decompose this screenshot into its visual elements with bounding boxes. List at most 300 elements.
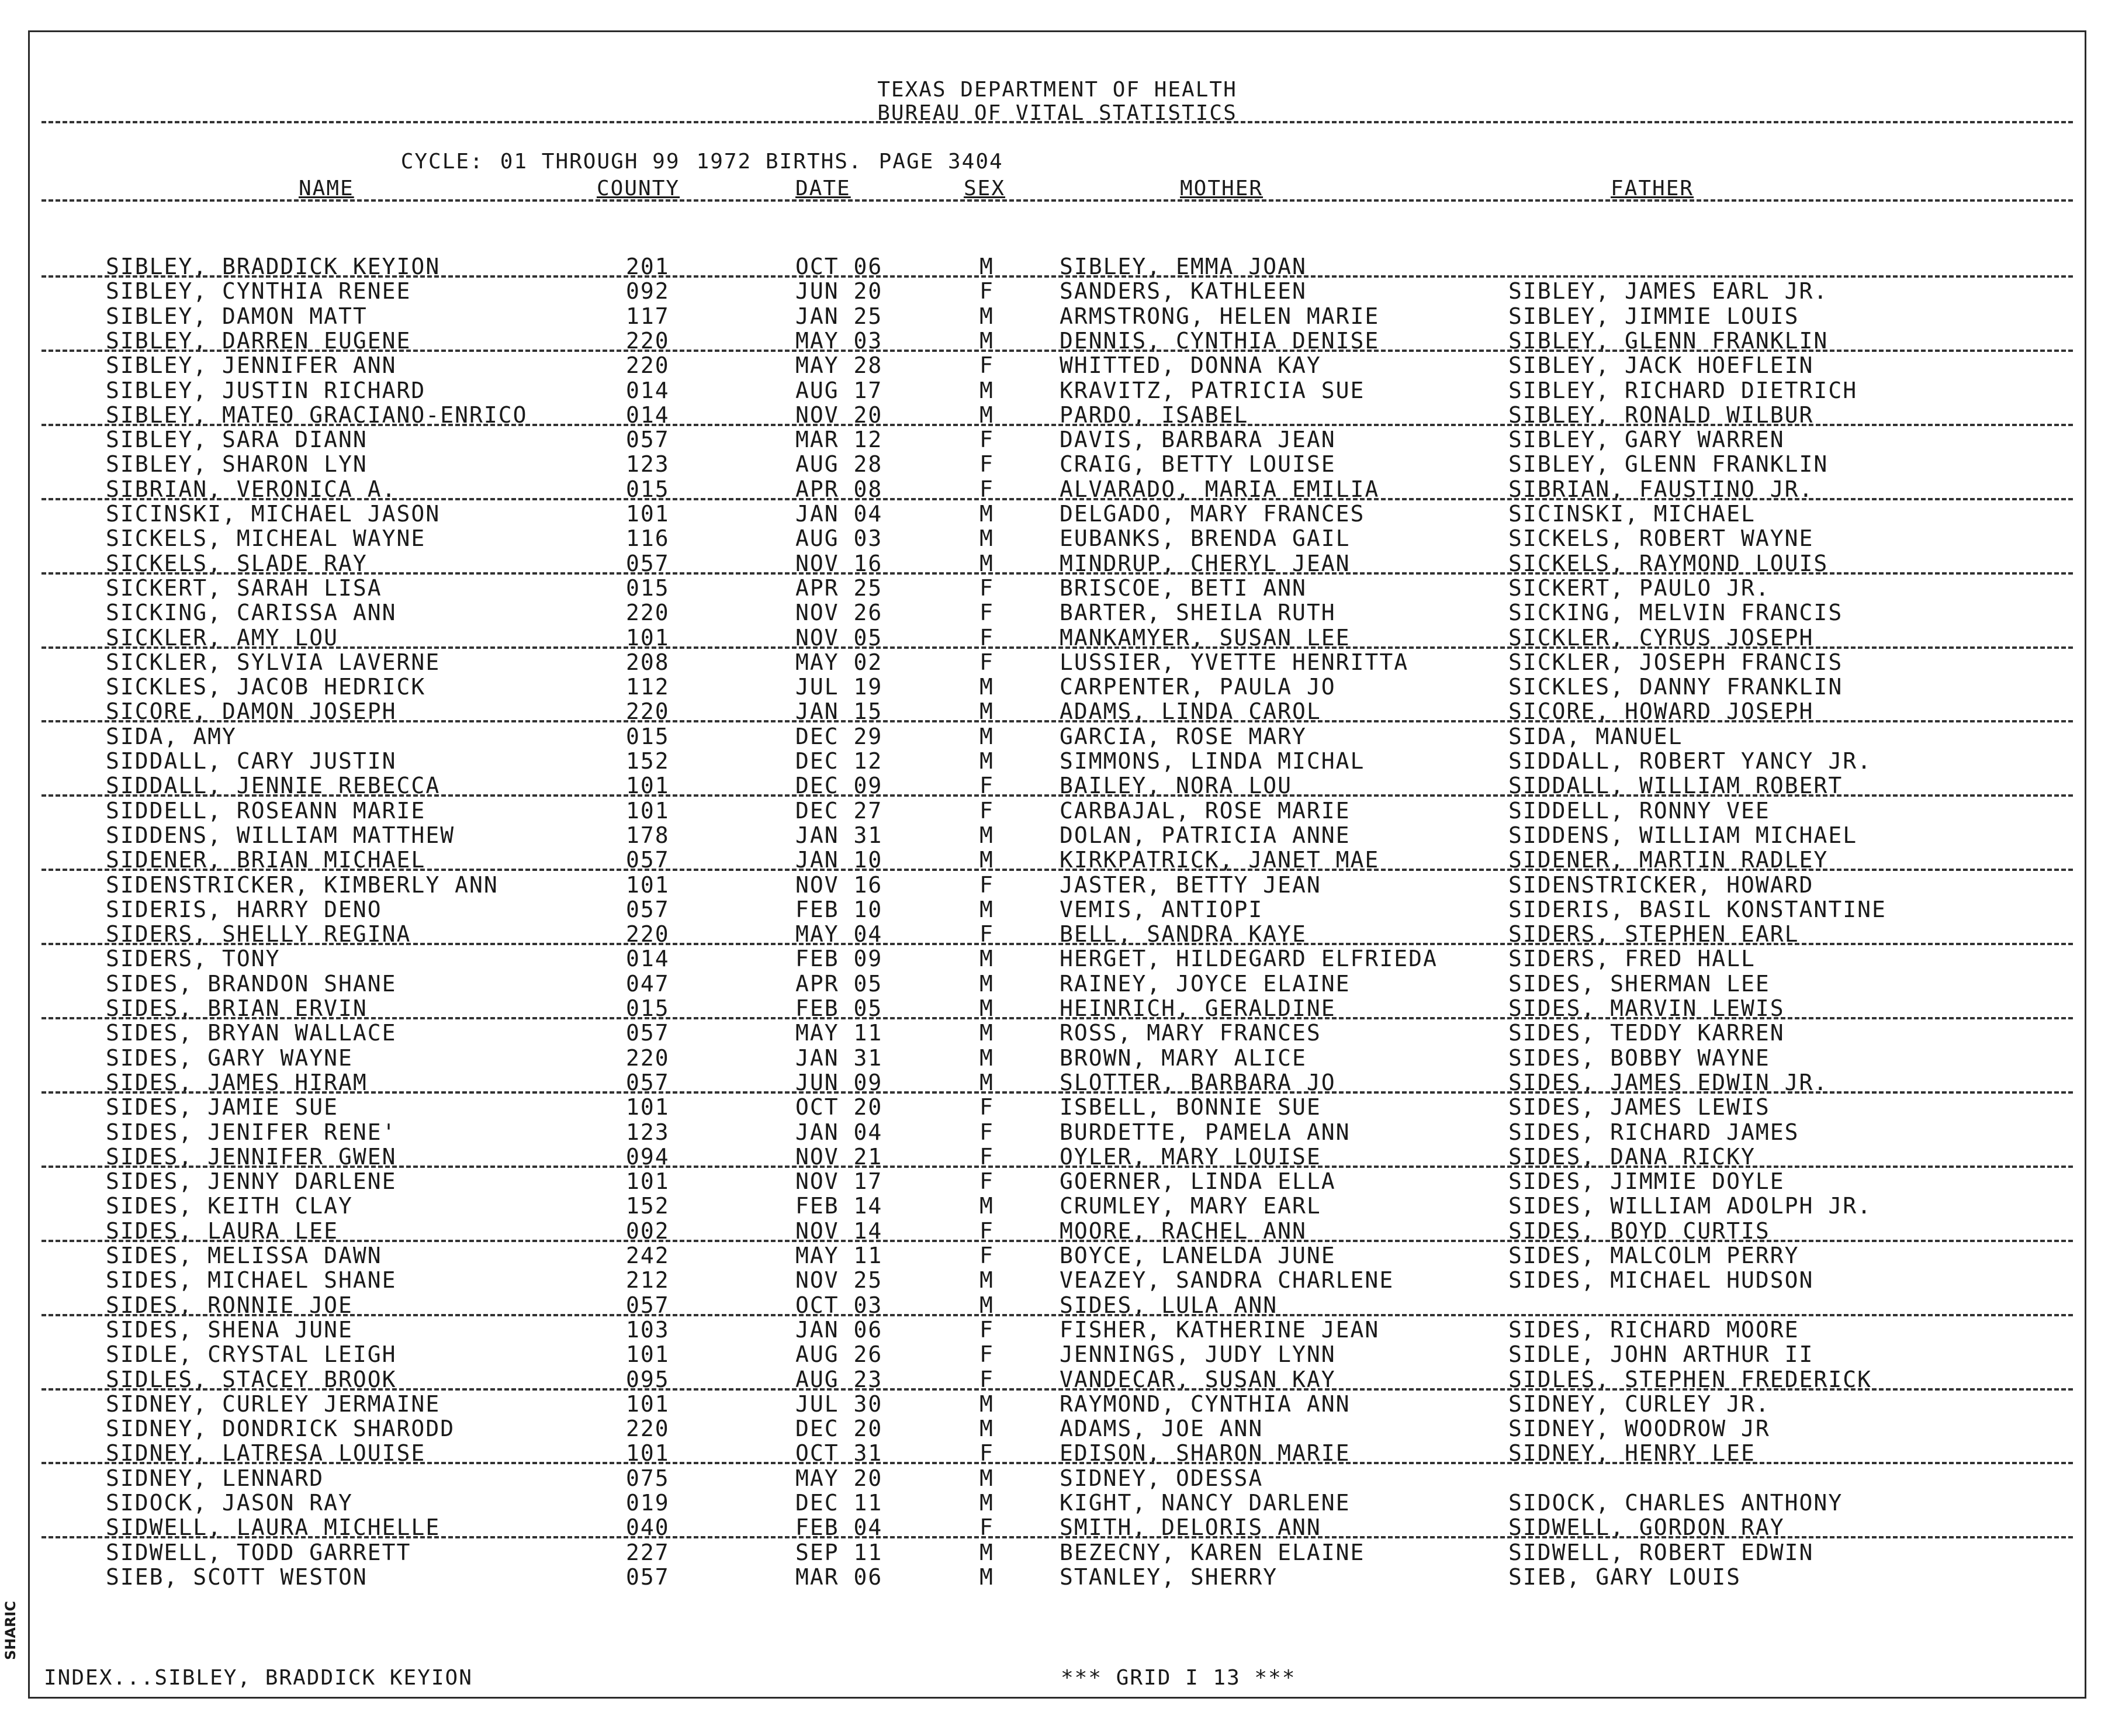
cell-county: 040 — [626, 1514, 670, 1541]
cell-county: 208 — [626, 649, 670, 675]
cell-date: MAY 11 — [795, 1243, 883, 1268]
cell-sex: M — [979, 1391, 994, 1417]
cell-county: 178 — [626, 822, 670, 848]
cell-father: SIDDALL, ROBERT YANCY JR. — [1508, 748, 1872, 774]
cell-date: JAN 04 — [795, 1119, 883, 1145]
cell-father: SIBRIAN, FAUSTINO JR. — [1508, 476, 1814, 502]
cell-name: SIDERIS, HARRY DENO — [106, 896, 382, 922]
cell-county: 057 — [626, 847, 670, 873]
cell-county: 220 — [626, 921, 670, 947]
cell-county: 152 — [626, 748, 670, 774]
table-row — [30, 304, 2085, 328]
table-row — [30, 1046, 2085, 1070]
divider — [41, 121, 2073, 123]
cell-sex: M — [979, 550, 994, 576]
row-divider — [41, 646, 2073, 649]
cell-mother: BURDETTE, PAMELA ANN — [1060, 1119, 1351, 1145]
cell-name: SIDNEY, CURLEY JERMAINE — [106, 1391, 441, 1417]
cell-sex: M — [979, 377, 994, 403]
cell-father: SIDES, JAMES EDWIN JR. — [1508, 1069, 1829, 1095]
row-divider — [41, 943, 2073, 945]
cell-mother: HEINRICH, GERALDINE — [1060, 995, 1336, 1021]
cell-sex: M — [979, 847, 994, 873]
cell-sex: M — [979, 254, 994, 279]
cell-sex: M — [979, 1564, 994, 1590]
cell-father: SIDES, BOBBY WAYNE — [1508, 1045, 1770, 1071]
cell-county: 116 — [626, 525, 670, 552]
cell-father: SIDENSTRICKER, HOWARD — [1508, 872, 1814, 898]
cell-date: APR 25 — [795, 575, 883, 601]
col-header-mother: MOTHER — [1180, 177, 1264, 200]
cell-name: SIDWELL, LAURA MICHELLE — [106, 1514, 441, 1541]
cell-mother: CARBAJAL, ROSE MARIE — [1060, 797, 1351, 824]
cell-mother: WHITTED, DONNA KAY — [1060, 352, 1321, 379]
cell-father: SICKLES, DANNY FRANKLIN — [1508, 674, 1843, 700]
cell-father: SIBLEY, RONALD WILBUR — [1508, 402, 1814, 428]
cell-mother: BAILEY, NORA LOU — [1060, 773, 1293, 799]
cell-name: SIDNEY, LENNARD — [106, 1465, 324, 1491]
cell-date: JUL 19 — [795, 674, 883, 700]
cell-father: SICINSKI, MICHAEL — [1508, 501, 1756, 527]
cell-name: SICKLER, AMY LOU — [106, 624, 339, 651]
cell-name: SIBLEY, SARA DIANN — [106, 427, 368, 453]
cell-mother: BEZECNY, KAREN ELAINE — [1060, 1539, 1365, 1565]
table-row — [30, 1416, 2085, 1441]
cell-name: SIDDALL, JENNIE REBECCA — [106, 773, 441, 799]
cell-county: 014 — [626, 402, 670, 428]
table-row — [30, 798, 2085, 823]
cell-name: SIDENER, BRIAN MICHAEL — [106, 847, 426, 873]
cell-name: SIDDALL, CARY JUSTIN — [106, 748, 397, 774]
cell-date: JAN 31 — [795, 1045, 883, 1071]
cell-name: SICKELS, MICHEAL WAYNE — [106, 525, 426, 552]
cell-county: 019 — [626, 1490, 670, 1516]
cell-father: SIDOCK, CHARLES ANTHONY — [1508, 1490, 1843, 1516]
cell-date: JAN 31 — [795, 822, 883, 848]
table-row — [30, 1169, 2085, 1194]
cell-sex: M — [979, 1490, 994, 1516]
cell-mother: ADAMS, JOE ANN — [1060, 1416, 1264, 1442]
cell-name: SIDES, JENNIFER GWEN — [106, 1143, 397, 1170]
cell-mother: VEAZEY, SANDRA CHARLENE — [1060, 1267, 1394, 1294]
divider — [41, 199, 2073, 202]
cell-name: SIDES, BRANDON SHANE — [106, 970, 397, 997]
cell-date: FEB 14 — [795, 1193, 883, 1219]
cell-county: 227 — [626, 1539, 670, 1565]
cell-name: SICKLES, JACOB HEDRICK — [106, 674, 426, 700]
cell-mother: JENNINGS, JUDY LYNN — [1060, 1341, 1336, 1368]
cell-father: SIDA, MANUEL — [1508, 723, 1683, 749]
table-row — [30, 1095, 2085, 1119]
cell-mother: BARTER, SHEILA RUTH — [1060, 600, 1336, 626]
cell-mother: KIRKPATRICK, JANET MAE — [1060, 847, 1380, 873]
table-row — [30, 1317, 2085, 1342]
table-row — [30, 1021, 2085, 1045]
cell-name: SIDENSTRICKER, KIMBERLY ANN — [106, 872, 499, 898]
cell-mother: SLOTTER, BARBARA JO — [1060, 1069, 1336, 1095]
cell-father: SICKELS, ROBERT WAYNE — [1508, 525, 1814, 552]
table-row — [30, 502, 2085, 526]
report-page — [28, 30, 2086, 1699]
cell-date: SEP 11 — [795, 1539, 883, 1565]
cell-sex: F — [979, 476, 994, 502]
cell-father: SIDES, MALCOLM PERRY — [1508, 1243, 1799, 1268]
cell-sex: M — [979, 723, 994, 749]
table-row — [30, 823, 2085, 848]
cell-sex: F — [979, 921, 994, 947]
cell-date: AUG 26 — [795, 1341, 883, 1368]
cell-father: SIDNEY, WOODROW JR — [1508, 1416, 1770, 1442]
cell-sex: M — [979, 1292, 994, 1318]
col-header-county: COUNTY — [597, 177, 680, 200]
cell-father: SIDES, MARVIN LEWIS — [1508, 995, 1785, 1021]
births-label: 1972 BIRTHS. — [696, 150, 863, 174]
table-row — [30, 724, 2085, 749]
cell-county: 075 — [626, 1465, 670, 1491]
cell-sex: M — [979, 525, 994, 552]
cell-name: SIDERS, TONY — [106, 946, 281, 972]
table-row — [30, 897, 2085, 922]
cell-date: MAY 11 — [795, 1020, 883, 1046]
row-divider — [41, 1314, 2073, 1316]
cell-father: SICKERT, PAULO JR. — [1508, 575, 1770, 601]
cell-name: SIBLEY, DAMON MATT — [106, 303, 368, 329]
cell-father: SIBLEY, JIMMIE LOUIS — [1508, 303, 1799, 329]
cell-name: SICINSKI, MICHAEL JASON — [106, 501, 441, 527]
cell-county: 220 — [626, 1045, 670, 1071]
cell-date: AUG 28 — [795, 451, 883, 478]
cell-name: SIDLES, STACEY BROOK — [106, 1366, 397, 1392]
cell-sex: M — [979, 1020, 994, 1046]
table-row — [30, 1540, 2085, 1565]
table-row — [30, 576, 2085, 600]
cell-father: SIDES, SHERMAN LEE — [1508, 970, 1770, 997]
cell-sex: M — [979, 1465, 994, 1491]
cell-mother: PARDO, ISABEL — [1060, 402, 1249, 428]
cell-father: SIDES, DANA RICKY — [1508, 1143, 1756, 1170]
table-row — [30, 1243, 2085, 1268]
cell-mother: ADAMS, LINDA CAROL — [1060, 698, 1321, 725]
cell-mother: GOERNER, LINDA ELLA — [1060, 1168, 1336, 1195]
table-row — [30, 452, 2085, 476]
row-divider — [41, 869, 2073, 871]
cell-date: AUG 17 — [795, 377, 883, 403]
table-row — [30, 378, 2085, 403]
cell-sex: M — [979, 303, 994, 329]
cell-mother: HERGET, HILDEGARD ELFRIEDA — [1060, 946, 1438, 972]
cell-name: SIDDELL, ROSEANN MARIE — [106, 797, 426, 824]
cell-county: 220 — [626, 698, 670, 725]
cell-county: 220 — [626, 327, 670, 354]
row-divider — [41, 1091, 2073, 1094]
cell-name: SIDES, RONNIE JOE — [106, 1292, 353, 1318]
cell-mother: ISBELL, BONNIE SUE — [1060, 1094, 1321, 1121]
col-header-sex: SEX — [964, 177, 1006, 200]
cell-father: SIBLEY, RICHARD DIETRICH — [1508, 377, 1858, 403]
cell-sex: M — [979, 1539, 994, 1565]
cell-mother: OYLER, MARY LOUISE — [1060, 1143, 1321, 1170]
cell-sex: F — [979, 427, 994, 453]
cell-date: FEB 10 — [795, 896, 883, 922]
cell-date: MAR 12 — [795, 427, 883, 453]
cell-date: NOV 26 — [795, 600, 883, 626]
cell-sex: M — [979, 970, 994, 997]
cell-mother: BELL, SANDRA KAYE — [1060, 921, 1307, 947]
cell-county: 117 — [626, 303, 670, 329]
cell-county: 047 — [626, 970, 670, 997]
cell-father: SIDWELL, GORDON RAY — [1508, 1514, 1785, 1541]
cell-county: 242 — [626, 1243, 670, 1268]
cell-name: SICKLER, SYLVIA LAVERNE — [106, 649, 441, 675]
cell-name: SIBLEY, CYNTHIA RENEE — [106, 278, 411, 305]
cell-name: SIBLEY, JENNIFER ANN — [106, 352, 397, 379]
cell-sex: F — [979, 872, 994, 898]
cell-father: SICKING, MELVIN FRANCIS — [1508, 600, 1843, 626]
cell-mother: EDISON, SHARON MARIE — [1060, 1440, 1351, 1467]
cell-name: SIDES, KEITH CLAY — [106, 1193, 353, 1219]
cell-date: MAY 03 — [795, 327, 883, 354]
cell-father: SIBLEY, GARY WARREN — [1508, 427, 1785, 453]
cell-name: SIDES, BRIAN ERVIN — [106, 995, 368, 1021]
cell-county: 014 — [626, 377, 670, 403]
cell-sex: M — [979, 946, 994, 972]
row-divider — [41, 720, 2073, 722]
table-row — [30, 1466, 2085, 1491]
cell-mother: RAYMOND, CYNTHIA ANN — [1060, 1391, 1351, 1417]
cell-mother: JASTER, BETTY JEAN — [1060, 872, 1321, 898]
cell-sex: M — [979, 822, 994, 848]
table-row — [30, 526, 2085, 551]
cell-name: SIDNEY, DONDRICK SHARODD — [106, 1416, 455, 1442]
cell-date: JUL 30 — [795, 1391, 883, 1417]
table-row — [30, 1194, 2085, 1218]
cell-mother: FISHER, KATHERINE JEAN — [1060, 1316, 1380, 1343]
row-divider — [41, 1166, 2073, 1168]
cell-date: OCT 06 — [795, 254, 883, 279]
table-row — [30, 1268, 2085, 1292]
cell-county: 101 — [626, 797, 670, 824]
cell-county: 220 — [626, 352, 670, 379]
row-divider — [41, 424, 2073, 426]
cell-name: SIDERS, SHELLY REGINA — [106, 921, 411, 947]
cell-mother: SIBLEY, EMMA JOAN — [1060, 254, 1307, 279]
cell-father: SICKELS, RAYMOND LOUIS — [1508, 550, 1829, 576]
cell-mother: DELGADO, MARY FRANCES — [1060, 501, 1365, 527]
cell-county: 057 — [626, 896, 670, 922]
cell-date: AUG 23 — [795, 1366, 883, 1392]
table-row — [30, 1392, 2085, 1416]
cell-county: 101 — [626, 1341, 670, 1368]
cell-sex: F — [979, 1119, 994, 1145]
side-stamp: SHARIC — [2, 1601, 19, 1660]
cell-county: 057 — [626, 1069, 670, 1095]
cell-date: FEB 09 — [795, 946, 883, 972]
cell-date: JUN 20 — [795, 278, 883, 305]
row-divider — [41, 275, 2073, 278]
row-divider — [41, 350, 2073, 352]
cell-sex: F — [979, 1341, 994, 1368]
cell-date: OCT 31 — [795, 1440, 883, 1467]
cell-date: OCT 03 — [795, 1292, 883, 1318]
table-row — [30, 873, 2085, 897]
cell-sex: F — [979, 278, 994, 305]
cell-father: SIDES, JIMMIE DOYLE — [1508, 1168, 1785, 1195]
cell-name: SIDES, JAMIE SUE — [106, 1094, 339, 1121]
cell-mother: CRUMLEY, MARY EARL — [1060, 1193, 1321, 1219]
cell-father: SICORE, HOWARD JOSEPH — [1508, 698, 1814, 725]
cell-name: SIBLEY, JUSTIN RICHARD — [106, 377, 426, 403]
table-row — [30, 1342, 2085, 1367]
cell-father: SIDDENS, WILLIAM MICHAEL — [1508, 822, 1858, 848]
cell-county: 095 — [626, 1366, 670, 1392]
cell-date: DEC 11 — [795, 1490, 883, 1516]
cell-father: SIBLEY, GLENN FRANKLIN — [1508, 451, 1829, 478]
cell-date: OCT 20 — [795, 1094, 883, 1121]
cell-father: SIDERS, STEPHEN EARL — [1508, 921, 1799, 947]
cell-county: 220 — [626, 1416, 670, 1442]
cell-mother: ROSS, MARY FRANCES — [1060, 1020, 1321, 1046]
report-subtitle: BUREAU OF VITAL STATISTICS — [877, 101, 1237, 125]
row-divider — [41, 572, 2073, 575]
cell-county: 057 — [626, 1292, 670, 1318]
cell-sex: M — [979, 327, 994, 354]
cell-date: FEB 04 — [795, 1514, 883, 1541]
cell-county: 057 — [626, 1020, 670, 1046]
cell-name: SIBRIAN, VERONICA A. — [106, 476, 397, 502]
cell-county: 123 — [626, 1119, 670, 1145]
cell-mother: MANKAMYER, SUSAN LEE — [1060, 624, 1351, 651]
cell-county: 123 — [626, 451, 670, 478]
cell-sex: F — [979, 1366, 994, 1392]
cell-name: SIDES, SHENA JUNE — [106, 1316, 353, 1343]
cell-county: 152 — [626, 1193, 670, 1219]
cell-sex: F — [979, 1514, 994, 1541]
cell-father: SIDNEY, CURLEY JR. — [1508, 1391, 1770, 1417]
cell-father: SIDDELL, RONNY VEE — [1508, 797, 1770, 824]
cell-mother: CARPENTER, PAULA JO — [1060, 674, 1336, 700]
cell-date: JAN 15 — [795, 698, 883, 725]
cell-mother: SMITH, DELORIS ANN — [1060, 1514, 1321, 1541]
cell-father: SIDES, RICHARD MOORE — [1508, 1316, 1799, 1343]
table-row — [30, 1120, 2085, 1144]
cell-sex: M — [979, 1045, 994, 1071]
cell-date: MAR 06 — [795, 1564, 883, 1590]
cell-name: SIBLEY, BRADDICK KEYION — [106, 254, 441, 279]
cell-mother: ARMSTRONG, HELEN MARIE — [1060, 303, 1380, 329]
cell-county: 101 — [626, 501, 670, 527]
cell-sex: F — [979, 1218, 994, 1244]
table-row — [30, 427, 2085, 452]
cell-date: MAY 20 — [795, 1465, 883, 1491]
cell-sex: F — [979, 1440, 994, 1467]
cell-sex: F — [979, 797, 994, 824]
table-row — [30, 279, 2085, 303]
cell-sex: F — [979, 1094, 994, 1121]
cell-date: JAN 10 — [795, 847, 883, 873]
cell-sex: F — [979, 649, 994, 675]
cell-mother: DOLAN, PATRICIA ANNE — [1060, 822, 1351, 848]
cell-sex: M — [979, 1267, 994, 1294]
cell-date: DEC 20 — [795, 1416, 883, 1442]
index-footer: INDEX...SIBLEY, BRADDICK KEYION — [44, 1666, 473, 1690]
cell-sex: F — [979, 1316, 994, 1343]
cell-sex: F — [979, 624, 994, 651]
cell-father: SIDENER, MARTIN RADLEY — [1508, 847, 1829, 873]
cell-date: DEC 12 — [795, 748, 883, 774]
cell-father: SIDWELL, ROBERT EDWIN — [1508, 1539, 1814, 1565]
cell-date: FEB 05 — [795, 995, 883, 1021]
table-row — [30, 749, 2085, 773]
cell-date: JAN 25 — [795, 303, 883, 329]
cell-date: APR 05 — [795, 970, 883, 997]
cell-father: SICKLER, JOSEPH FRANCIS — [1508, 649, 1843, 675]
cell-name: SIDES, GARY WAYNE — [106, 1045, 353, 1071]
cell-name: SIEB, SCOTT WESTON — [106, 1564, 368, 1590]
cell-county: 014 — [626, 946, 670, 972]
cell-mother: DENNIS, CYNTHIA DENISE — [1060, 327, 1380, 354]
row-divider — [41, 1017, 2073, 1019]
cell-county: 103 — [626, 1316, 670, 1343]
cell-sex: M — [979, 995, 994, 1021]
cell-name: SIBLEY, MATEO GRACIANO-ENRICO — [106, 402, 528, 428]
table-row — [30, 1491, 2085, 1515]
cell-mother: KIGHT, NANCY DARLENE — [1060, 1490, 1351, 1516]
cell-father: SIBLEY, GLENN FRANKLIN — [1508, 327, 1829, 354]
col-header-name: NAME — [299, 177, 354, 200]
cell-mother: SIDNEY, ODESSA — [1060, 1465, 1264, 1491]
row-divider — [41, 1536, 2073, 1538]
cell-date: DEC 29 — [795, 723, 883, 749]
cell-date: MAY 28 — [795, 352, 883, 379]
table-row — [30, 600, 2085, 625]
cell-county: 220 — [626, 600, 670, 626]
table-row — [30, 650, 2085, 675]
col-header-date: DATE — [795, 177, 851, 200]
cell-county: 101 — [626, 1391, 670, 1417]
row-divider — [41, 794, 2073, 797]
cell-county: 101 — [626, 872, 670, 898]
cell-county: 092 — [626, 278, 670, 305]
cell-sex: F — [979, 451, 994, 478]
cell-county: 057 — [626, 550, 670, 576]
cell-name: SIBLEY, DARREN EUGENE — [106, 327, 411, 354]
cell-sex: F — [979, 575, 994, 601]
cell-name: SIDWELL, TODD GARRETT — [106, 1539, 411, 1565]
cell-father: SIDES, RICHARD JAMES — [1508, 1119, 1799, 1145]
row-divider — [41, 1462, 2073, 1464]
cell-sex: M — [979, 1416, 994, 1442]
cell-name: SIDES, JENIFER RENE' — [106, 1119, 397, 1145]
table-row — [30, 946, 2085, 971]
cell-date: APR 08 — [795, 476, 883, 502]
cell-name: SICORE, DAMON JOSEPH — [106, 698, 397, 725]
cell-date: MAY 02 — [795, 649, 883, 675]
cell-county: 057 — [626, 1564, 670, 1590]
cell-name: SIDA, AMY — [106, 723, 237, 749]
cell-county: 101 — [626, 624, 670, 651]
cell-county: 057 — [626, 427, 670, 453]
cell-father: SIDLE, JOHN ARTHUR II — [1508, 1341, 1814, 1368]
cell-mother: KRAVITZ, PATRICIA SUE — [1060, 377, 1365, 403]
row-divider — [41, 1388, 2073, 1391]
cell-father: SIEB, GARY LOUIS — [1508, 1564, 1742, 1590]
cell-date: AUG 03 — [795, 525, 883, 552]
cell-mother: BRISCOE, BETI ANN — [1060, 575, 1307, 601]
cycle-line — [345, 126, 1020, 198]
cell-county: 212 — [626, 1267, 670, 1294]
cell-mother: STANLEY, SHERRY — [1060, 1564, 1278, 1590]
table-row — [30, 1565, 2085, 1589]
